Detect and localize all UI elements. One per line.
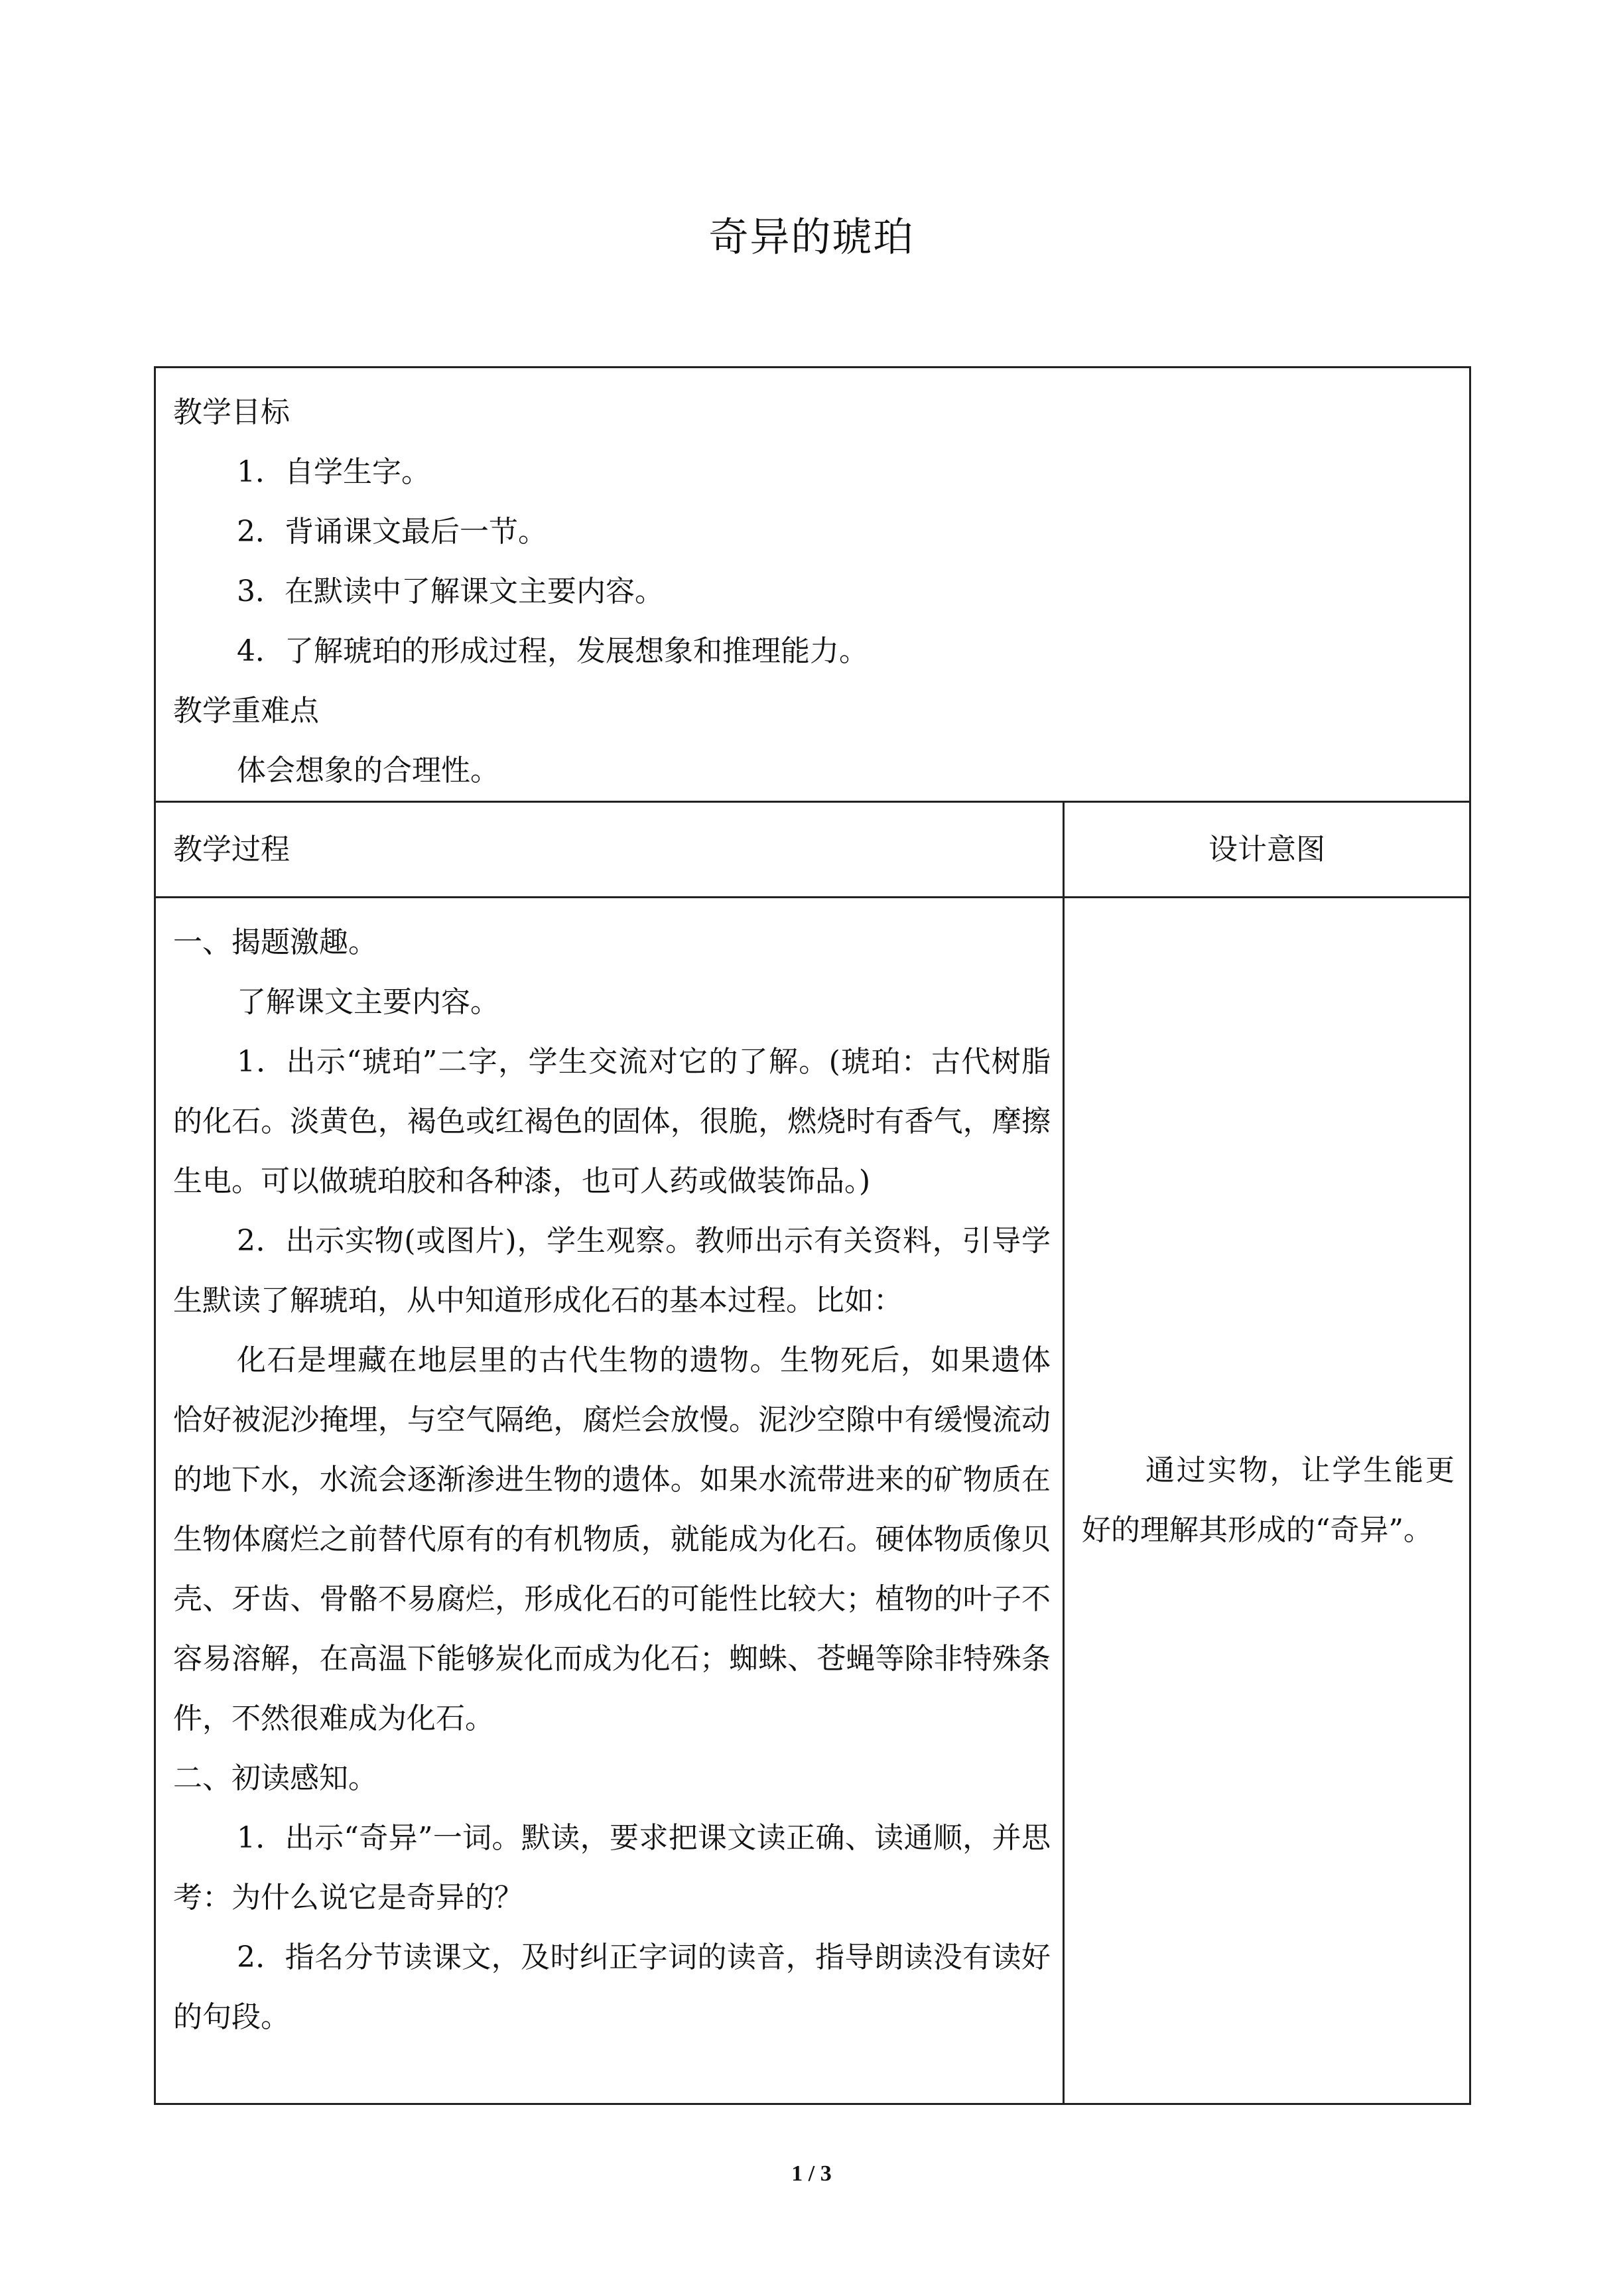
goal-item: 1．自学生字。	[237, 455, 430, 489]
section-subtitle: 了解课文主要内容。	[237, 985, 499, 1019]
content-row	[155, 898, 1470, 2104]
design-cell	[1064, 898, 1470, 2104]
section-title: 二、初读感知。	[173, 1761, 377, 1795]
goal-item: 3．在默读中了解课文主要内容。	[237, 574, 664, 608]
design-note: 通过实物，让学生能更好的理解其形成的“奇异”。	[1082, 1453, 1455, 1547]
process-column-header	[155, 802, 1064, 898]
process-paragraph: 1．出示“琥珀”二字，学生交流对它的了解。(琥珀：古代树脂的化石。淡黄色，褐色或红褐色的固体，很脆，燃烧时有香气，摩擦生电。可以做琥珀胶和各种漆，也可人药或做装饰品。)	[173, 1045, 1051, 1198]
process-paragraph: 2．指名分节读课文，及时纠正字词的读音，指导朗读没有读好的句段。	[173, 1940, 1051, 2034]
page-title: 奇异的琥珀	[708, 214, 915, 261]
design-header-label: 设计意图	[1208, 833, 1325, 866]
process-paragraph: 1．出示“奇异”一词。默读，要求把课文读正确、读通顺，并思考：为什么说它是奇异的？	[173, 1821, 1051, 1915]
column-header-row	[155, 802, 1470, 898]
goals-row	[155, 368, 1470, 802]
lesson-plan-table	[154, 366, 1471, 2105]
key-points-text: 体会想象的合理性。	[237, 754, 499, 787]
page-number: 1 / 3	[791, 2161, 832, 2186]
key-points-heading: 教学重难点	[173, 694, 319, 728]
goals-heading: 教学目标	[173, 395, 290, 429]
process-cell	[155, 898, 1064, 2104]
goal-item: 2．背诵课文最后一节。	[237, 515, 547, 549]
design-column-header	[1064, 802, 1470, 898]
process-header-label: 教学过程	[173, 833, 290, 866]
goal-item: 4．了解琥珀的形成过程，发展想象和推理能力。	[237, 634, 868, 668]
section-title: 一、揭题激趣。	[173, 925, 377, 959]
process-paragraph: 2．出示实物(或图片)，学生观察。教师出示有关资料，引导学生默读了解琥珀，从中知道形成化石的基本过程。比如：	[173, 1224, 1051, 1317]
goals-cell	[155, 368, 1470, 802]
fossil-paragraph: 化石是埋藏在地层里的古代生物的遗物。生物死后，如果遗体恰好被泥沙掩埋，与空气隔绝，腐烂会放慢。泥沙空隙中有缓慢流动的地下水，水流会逐渐渗进生物的遗体。如果水流带进来的矿物质在生物体腐烂之前替代原有的有机物质，就能成为化石。硬体物质像贝壳、牙齿、骨骼不易腐烂，形成化石的可能性比较大；植物的叶子不容易溶解，在高温下能够炭化而成为化石；蜘蛛、苍蝇等除非特殊条件，不然很难成为化石。	[173, 1343, 1051, 1735]
